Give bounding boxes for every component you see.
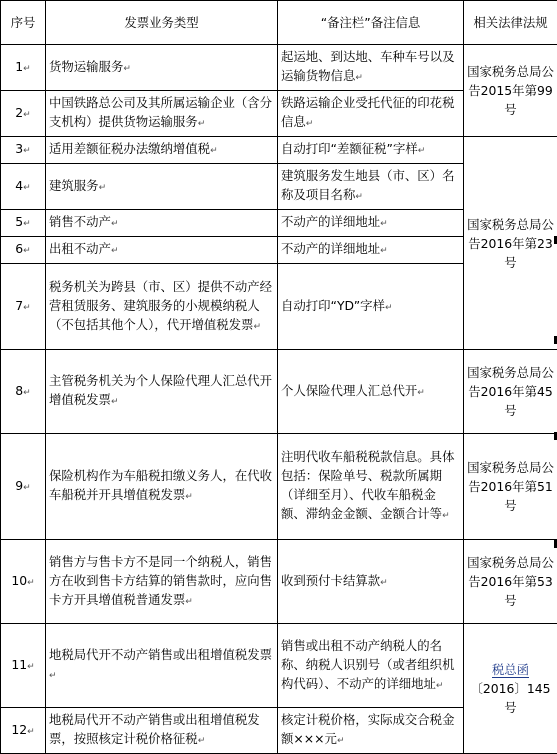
invoice-type-cell: 主管税务机关为个人保险代理人汇总代开增值税发票↵ (46, 350, 278, 434)
remark-cell: 不动产的详细地址↵ (278, 210, 464, 237)
table-row (1, 350, 557, 434)
law-cell (464, 624, 557, 754)
remark-cell: 销售或出租不动产纳税人的名称、纳税人识别号（或者组织机构代码）、不动产的详细地址↵ (278, 624, 464, 708)
row-number: 7↵ (1, 264, 46, 350)
row-number: 12↵ (1, 708, 46, 754)
row-number: 10↵ (1, 540, 46, 624)
law-suffix: 〔2016〕145号 (471, 681, 551, 715)
invoice-type-cell: 税务机关为跨县（市、区）提供不动产经营租赁服务、建筑服务的小规模纳税人（不包括其他个人），代开增值税发票↵ (46, 264, 278, 350)
invoice-type-cell: 保险机构作为车船税扣缴义务人，在代收车船税并开具增值税发票↵ (46, 434, 278, 540)
remark-cell: 注明代收车船税税款信息。具体包括：保险单号、税款所属期（详细至月）、代收车船税金额、滞纳金金额、金额合计等↵ (278, 434, 464, 540)
row-number: 1↵ (1, 45, 46, 91)
law-cell: 国家税务总局公告2016年第45号 (464, 350, 557, 434)
remark-cell: 核定计税价格，实际成交合税金额×××元↵ (278, 708, 464, 754)
table-row (1, 137, 557, 164)
invoice-type-cell: 地税局代开不动产销售或出租增值税发票↵ (46, 624, 278, 708)
row-number: 4↵ (1, 164, 46, 210)
row-number: 9↵ (1, 434, 46, 540)
table-row (1, 434, 557, 540)
header-number: 序号 (1, 1, 46, 45)
remark-cell: 起运地、到达地、车种车号以及运输货物信息↵ (278, 45, 464, 91)
invoice-type-cell: 销售不动产↵ (46, 210, 278, 237)
invoice-type-cell: 建筑服务↵ (46, 164, 278, 210)
invoice-type-cell: 出租不动产↵ (46, 237, 278, 264)
table-row (1, 45, 557, 91)
law-stamp-text: 税总函 (492, 662, 529, 678)
remark-cell: 自动打印“差额征税”字样↵ (278, 137, 464, 164)
row-number: 8↵ (1, 350, 46, 434)
invoice-type-cell: 地税局代开不动产销售或出租增值税发票，按照核定计税价格征税↵ (46, 708, 278, 754)
law-cell: 国家税务总局公告2016年第53号 (464, 540, 557, 624)
remark-cell: 个人保险代理人汇总代开↵ (278, 350, 464, 434)
invoice-type-cell: 中国铁路总公司及其所属运输企业（含分支机构）提供货物运输服务↵ (46, 91, 278, 137)
invoice-type-cell: 货物运输服务↵ (46, 45, 278, 91)
law-cell: 国家税务总局公告2016年第23号 (464, 137, 557, 350)
header-remark-info: “备注栏”备注信息 (278, 1, 464, 45)
row-number: 11↵ (1, 624, 46, 708)
invoice-type-cell: 适用差额征税办法缴纳增值税↵ (46, 137, 278, 164)
remark-cell: 建筑服务发生地县（市、区）名称及项目名称↵ (278, 164, 464, 210)
header-invoice-type: 发票业务类型 (46, 1, 278, 45)
law-cell: 国家税务总局公告2016年第51号 (464, 434, 557, 540)
remark-cell: 自动打印“YD”字样↵ (278, 264, 464, 350)
table-row (1, 624, 557, 708)
header-law: 相关法律法规 (464, 1, 557, 45)
invoice-type-cell: 销售方与售卡方不是同一个纳税人，销售方在收到售卡方结算的销售款时，应向售卡方开具增值税普通发票↵ (46, 540, 278, 624)
law-cell: 国家税务总局公告2015年第99号 (464, 45, 557, 137)
row-number: 5↵ (1, 210, 46, 237)
row-number: 6↵ (1, 237, 46, 264)
row-number: 3↵ (1, 137, 46, 164)
row-number: 2↵ (1, 91, 46, 137)
remark-cell: 收到预付卡结算款↵ (278, 540, 464, 624)
table-row (1, 540, 557, 624)
header-row (1, 1, 557, 45)
remark-cell: 铁路运输企业受托代征的印花税信息↵ (278, 91, 464, 137)
remark-cell: 不动产的详细地址↵ (278, 237, 464, 264)
